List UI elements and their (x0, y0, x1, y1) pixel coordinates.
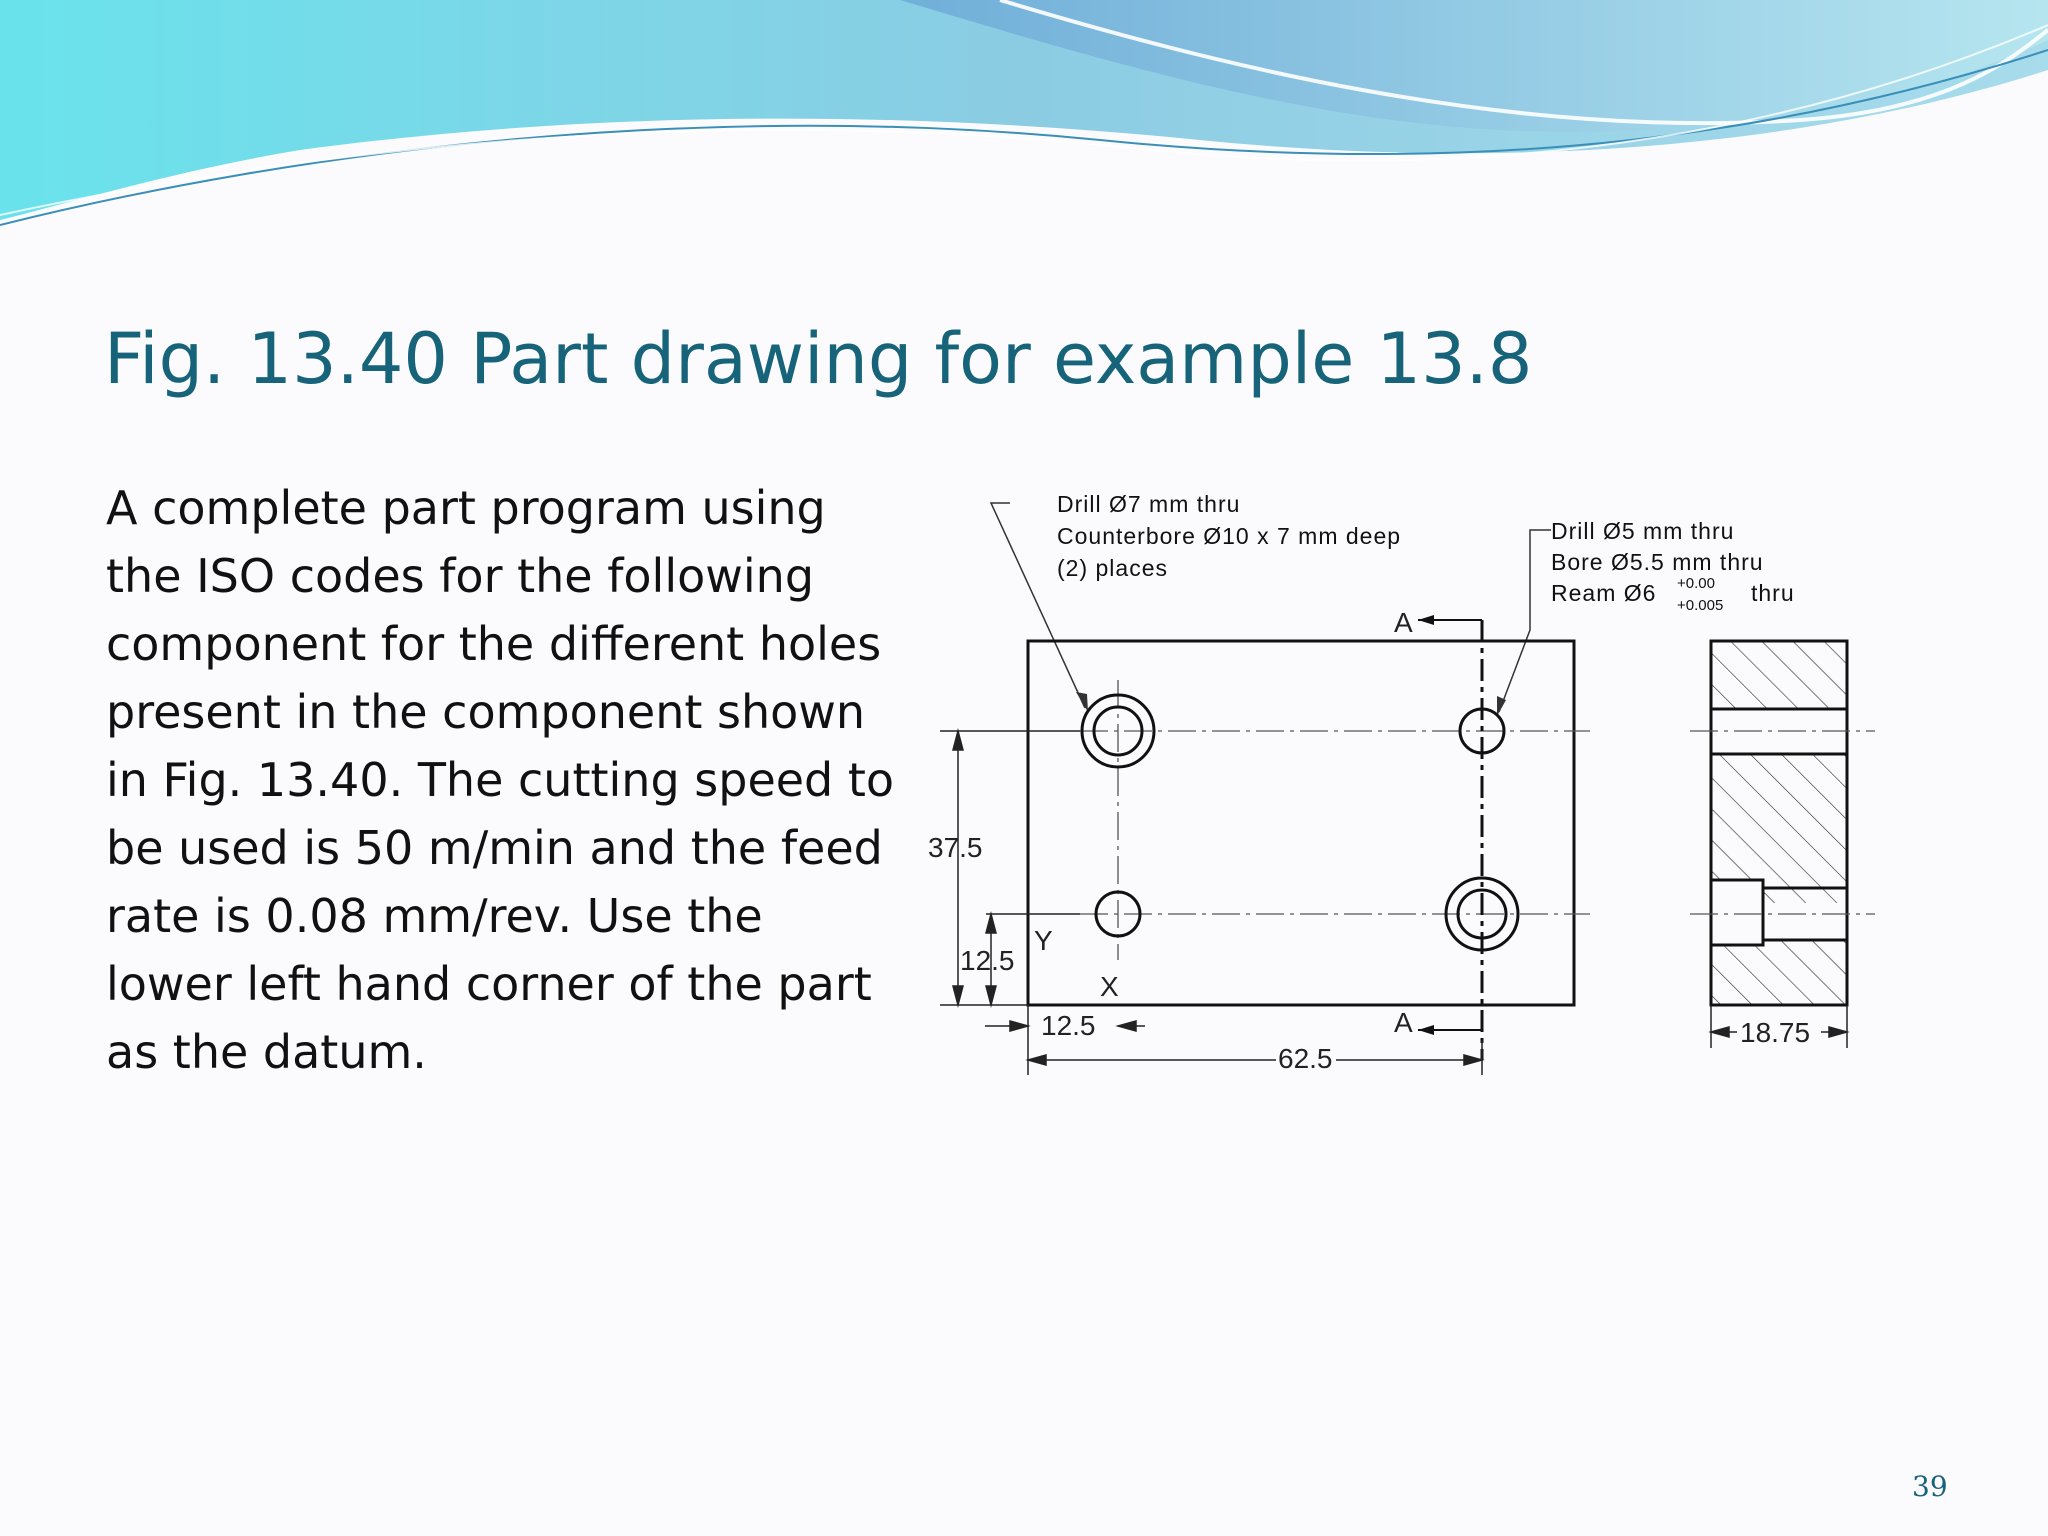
side-section-view (1690, 641, 1875, 1005)
note-right-line-4: thru (1751, 580, 1795, 606)
section-cut-line (1394, 607, 1482, 1060)
thickness-dimension (1711, 1005, 1847, 1048)
note-right-line-3: Ream Ø6 (1551, 580, 1657, 606)
right-leader-line (1499, 530, 1551, 712)
note-right-line-1: Drill Ø5 mm thru (1551, 518, 1735, 544)
page-number: 39 (1912, 1470, 1948, 1503)
section-label-bottom: A (1394, 1007, 1413, 1038)
dim-width-label: 62.5 (1278, 1043, 1333, 1074)
hole-y-dimension (960, 914, 1080, 1005)
note-left-line-2: Counterbore Ø10 x 7 mm deep (1057, 523, 1402, 549)
section-label-top: A (1394, 607, 1413, 638)
axis-y-label: Y (1034, 925, 1053, 956)
left-hole-callout (991, 491, 1401, 712)
center-lines (1080, 680, 1590, 960)
dim-thickness-label: 18.75 (1740, 1017, 1811, 1048)
left-leader-arrowhead (1076, 692, 1088, 712)
slide-title: Fig. 13.40 Part drawing for example 13.8 (104, 318, 1533, 400)
note-right-line-2: Bore Ø5.5 mm thru (1551, 549, 1764, 575)
dim-hole-x-label: 12.5 (1041, 1010, 1096, 1041)
tolerance-upper: +0.00 (1677, 575, 1715, 592)
axis-x-label: X (1100, 971, 1119, 1002)
width-dimension (1028, 1040, 1482, 1075)
tolerance-lower: +0.005 (1677, 597, 1724, 614)
note-left-line-1: Drill Ø7 mm thru (1057, 491, 1241, 517)
part-drawing (900, 470, 1900, 1110)
dim-height-label: 37.5 (928, 832, 983, 863)
slide-body-text: A complete part program using the ISO codes for the following component for the different holes present in the component shown in Fig. 13.40. The cutting speed to be used is 50 m/min and the feed rate is 0.08 mm/rev. Use the lower left hand corner of the part as the datum. (106, 481, 895, 1079)
note-left-line-3: (2) places (1057, 555, 1168, 581)
dim-hole-y-label: 12.5 (960, 945, 1015, 976)
hole-x-dimension (985, 1005, 1145, 1075)
header-wave-decoration (0, 0, 2048, 240)
